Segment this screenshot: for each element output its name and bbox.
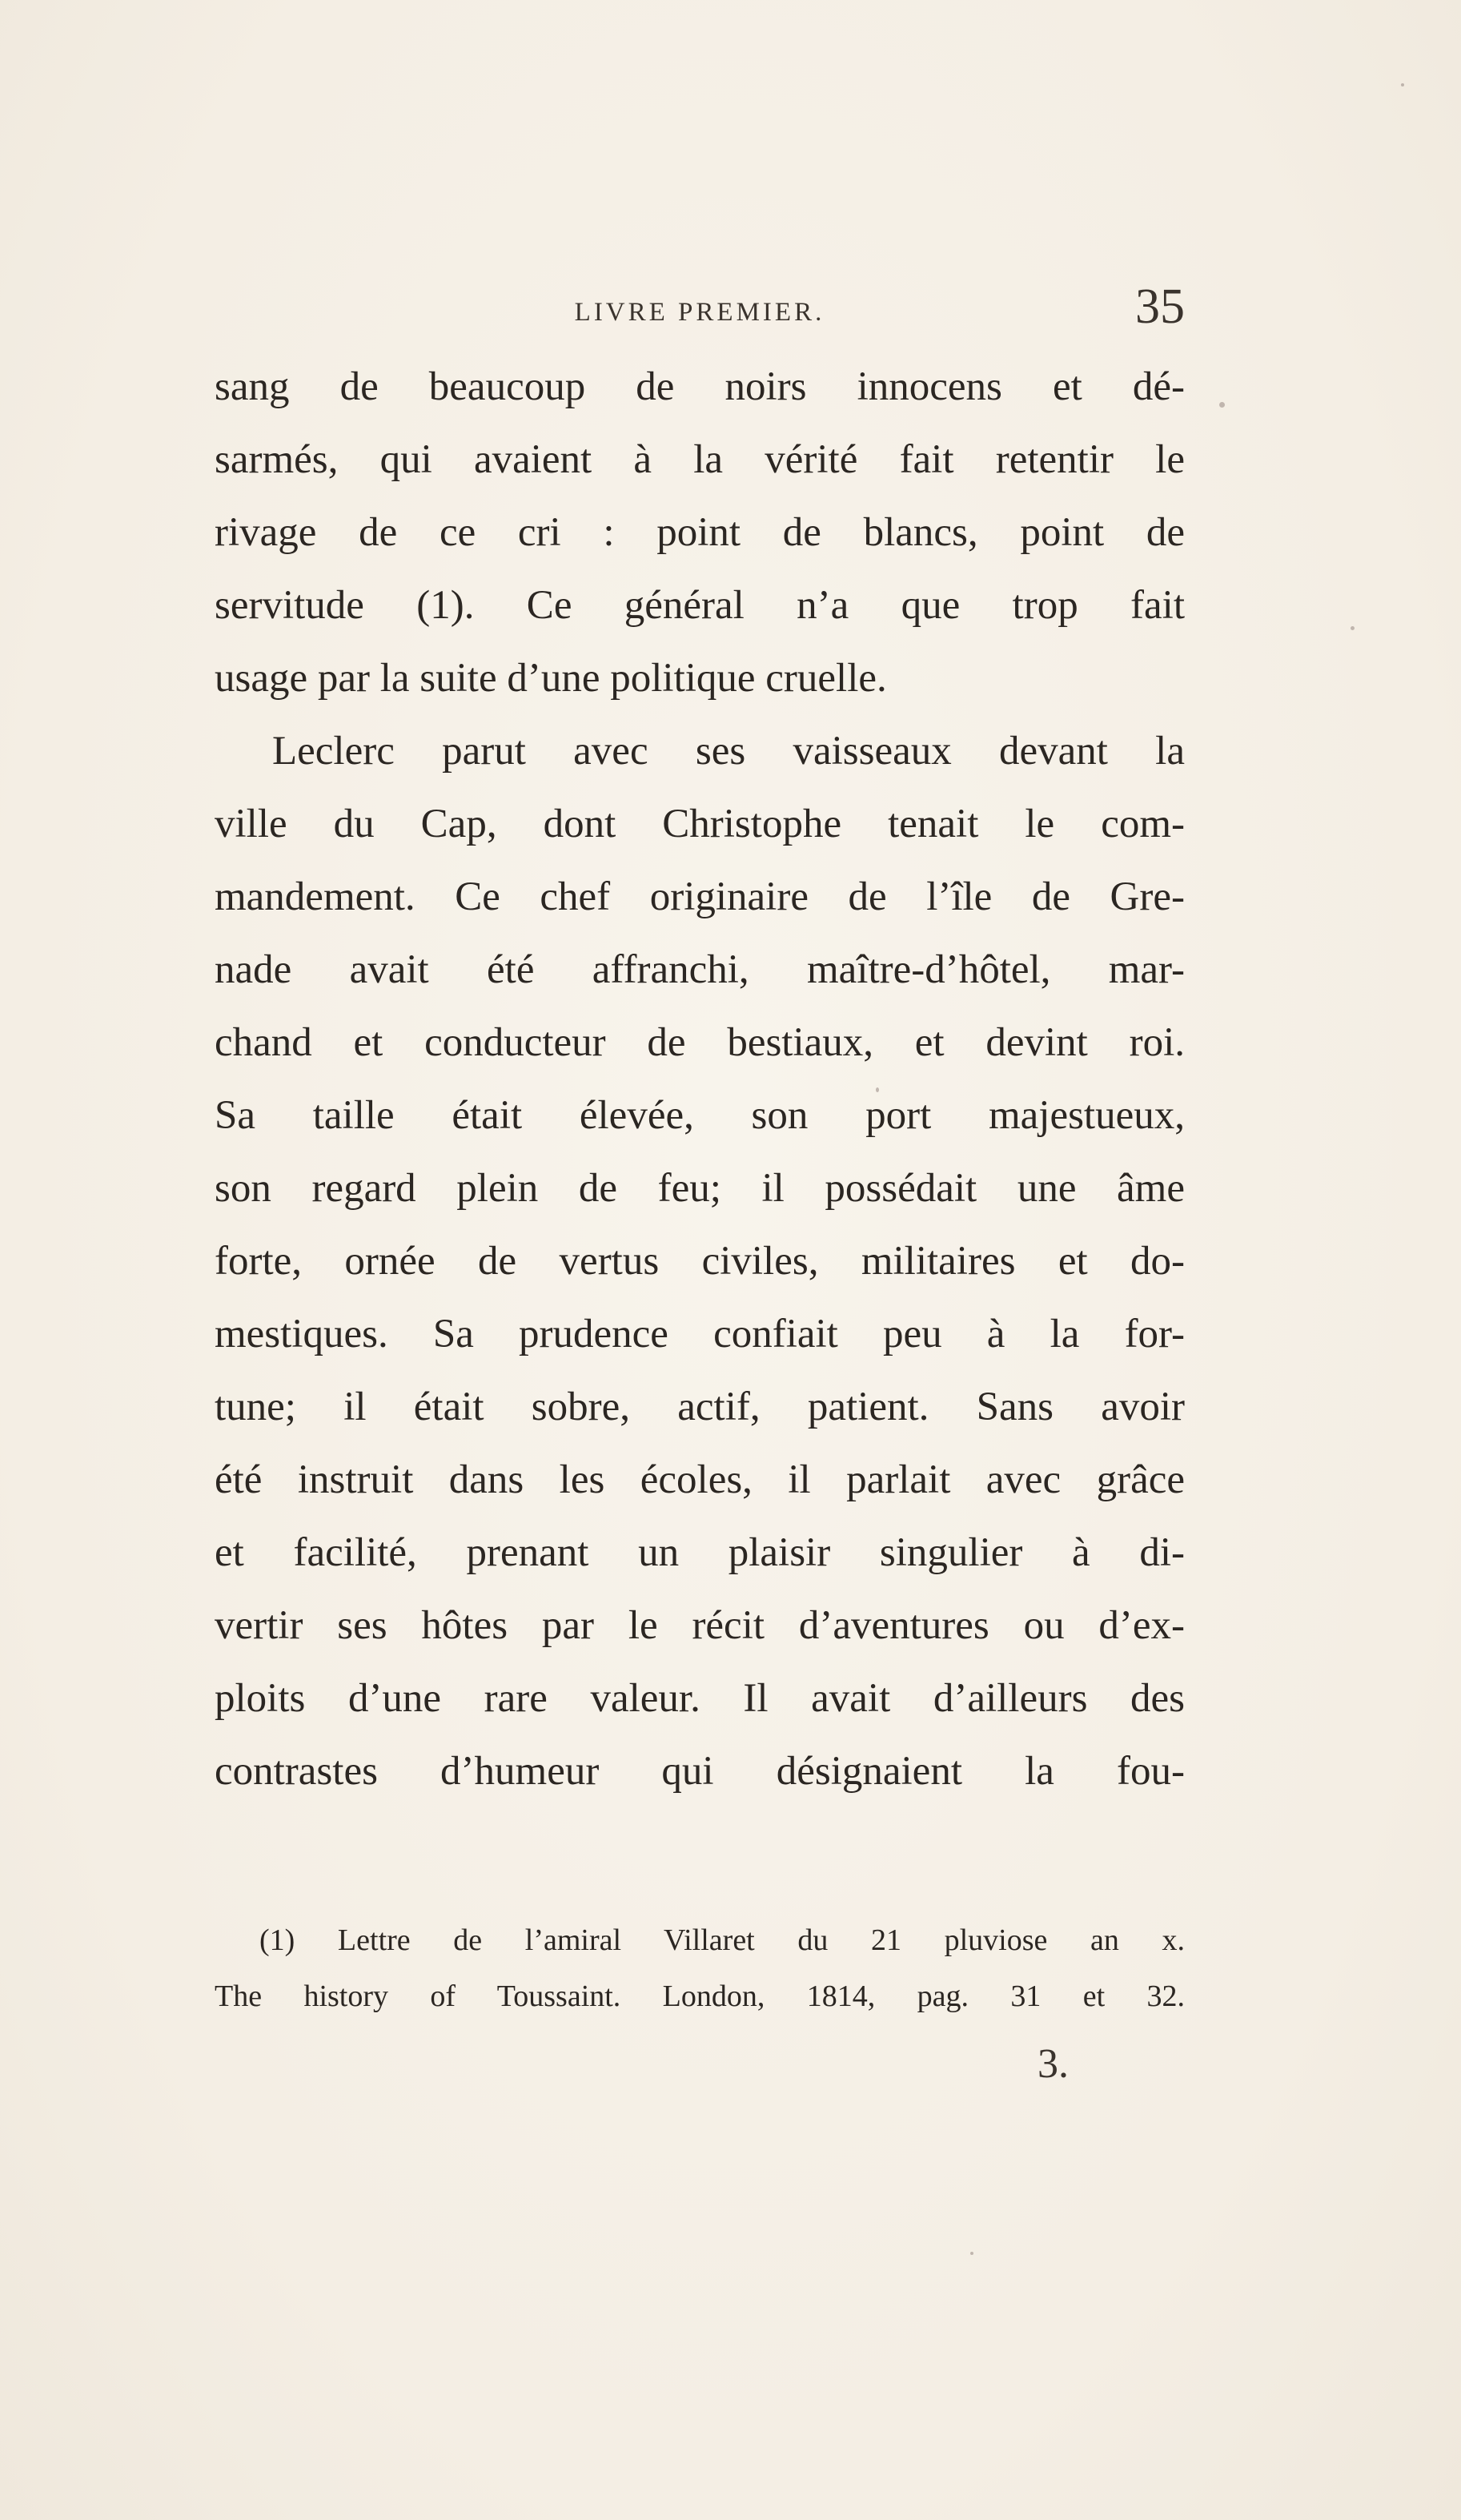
text-line: sarmés, qui avaient à la vérité fait retentir le [215, 437, 1185, 482]
footnote-line: The history of Toussaint. London, 1814, pag. 31 et 32. [215, 1979, 1185, 2013]
text-line: mestiques. Sa prudence confiait peu à la for- [215, 1312, 1185, 1356]
text-line: son regard plein de feu; il possédait une âme [215, 1166, 1185, 1211]
text-line: été instruit dans les écoles, il parlait avec grâce [215, 1457, 1185, 1502]
signature-mark: 3. [1038, 2041, 1069, 2087]
text-line: usage par la suite d’une politique cruelle. [215, 656, 887, 701]
paper-speck [1401, 83, 1404, 86]
running-head [215, 279, 1185, 335]
footnote-line: (1) Lettre de l’amiral Villaret du 21 pluviose an x. [259, 1923, 1185, 1957]
paper-speck [876, 1087, 879, 1092]
paper-speck [1219, 402, 1225, 408]
paper-speck [1351, 626, 1355, 630]
text-line: tune; il était sobre, actif, patient. Sans avoir [215, 1385, 1185, 1429]
text-line: ploits d’une rare valeur. Il avait d’ailleurs des [215, 1676, 1185, 1721]
text-line: Sa taille était élevée, son port majestueux, [215, 1093, 1185, 1138]
page-number: 35 [1135, 279, 1185, 334]
running-title: LIVRE PREMIER. [574, 298, 825, 327]
text-line: servitude (1). Ce général n’a que trop fait [215, 583, 1185, 628]
text-line: ville du Cap, dont Christophe tenait le com- [215, 802, 1185, 846]
text-line: Leclerc parut avec ses vaisseaux devant la [272, 729, 1185, 774]
footnotes [215, 1912, 1185, 2024]
text-line: sang de beaucoup de noirs innocens et dé- [215, 364, 1185, 409]
text-line: mandement. Ce chef originaire de l’île de Gre- [215, 874, 1185, 919]
paper-speck [970, 2252, 973, 2255]
text-line: nade avait été affranchi, maître-d’hôtel, mar- [215, 947, 1185, 992]
text-line: rivage de ce cri : point de blancs, point de [215, 510, 1185, 555]
text-line: forte, ornée de vertus civiles, militaires et do- [215, 1239, 1185, 1284]
text-line: contrastes d’humeur qui désignaient la fou- [215, 1749, 1185, 1794]
text-line: chand et conducteur de bestiaux, et devint roi. [215, 1020, 1185, 1065]
text-line: vertir ses hôtes par le récit d’aventures ou d’ex- [215, 1603, 1185, 1648]
body-text [215, 351, 1185, 1808]
text-line: et facilité, prenant un plaisir singulier à di- [215, 1530, 1185, 1575]
